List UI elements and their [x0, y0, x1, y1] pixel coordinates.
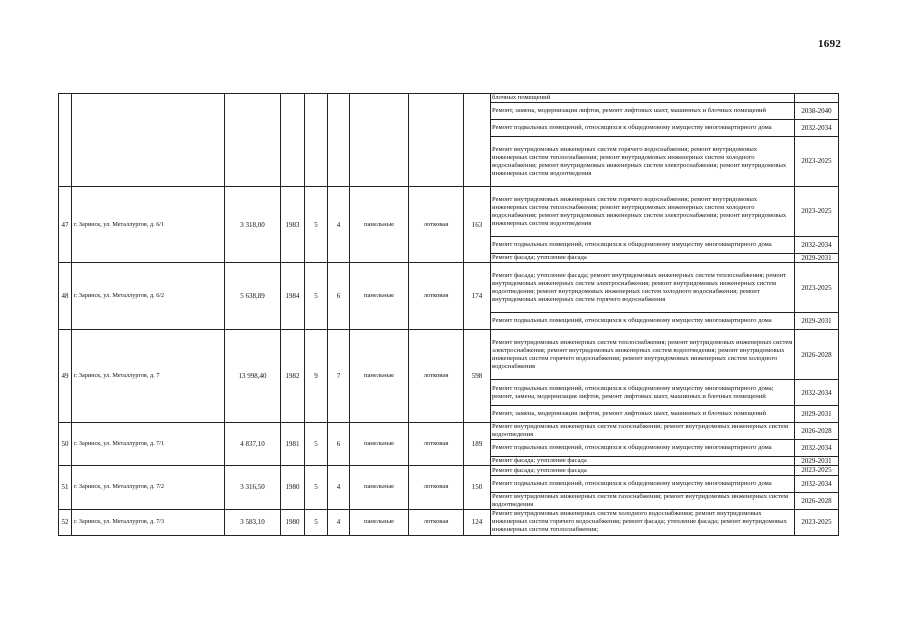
cell-walls: панельные — [350, 263, 409, 330]
cell-address: г. Заринск, ул. Металлургов, д. 7/2 — [72, 466, 225, 509]
cell-floors: 5 — [305, 423, 328, 466]
work-period: 2032-2034 — [795, 475, 839, 492]
cell-entrances: 4 — [328, 187, 350, 263]
cell-year: 1982 — [281, 330, 305, 423]
work-period: 2029-2031 — [795, 254, 839, 263]
work-description: Ремонт фасада; утепление фасада; ремонт внутридомовых инженерных систем теплоснабжения; ремонт внутридомовых инженерных систем электроснабжения; ремонт внутридомовых инженерных систем водоотведения; ремонт внутридомовых инженерных систем холодного водоснабжения; ремонт внутридомовых инженерных систем горячего водоснабжения — [491, 263, 795, 313]
work-period: 2023-2025 — [795, 263, 839, 313]
work-description: Ремонт внутридомовых инженерных систем газоснабжения; ремонт внутридомовых инженерных систем водоотведения — [491, 492, 795, 509]
work-description: Ремонт внутридомовых инженерных систем холодного водоснабжения; ремонт внутридомовых инженерных систем горячего водоснабжения; ремонт фасада; утепление фасада; ремонт внутридомовых инженерных систем теплоснабжения; — [491, 509, 795, 535]
work-period: 2026-2028 — [795, 330, 839, 380]
work-period: 2026-2028 — [795, 492, 839, 509]
table-row — [59, 330, 839, 380]
work-description: Ремонт внутридомовых инженерных систем газоснабжения; ремонт внутридомовых инженерных систем водоотведения — [491, 423, 795, 440]
table-row — [59, 509, 839, 535]
cell-roof: лотковая — [409, 263, 464, 330]
cell-roof: лотковая — [409, 466, 464, 509]
cell-area: 3 583,10 — [225, 509, 281, 535]
work-description: Ремонт фасада; утепление фасада — [491, 457, 795, 466]
cell-address: г. Заринск, ул. Металлургов, д. 7/3 — [72, 509, 225, 535]
cell-area: 3 316,50 — [225, 466, 281, 509]
work-period: 2032-2034 — [795, 380, 839, 406]
cell-no-empty — [59, 94, 72, 187]
cell-year: 1981 — [281, 423, 305, 466]
cell-no: 52 — [59, 509, 72, 535]
cell-entrances: 7 — [328, 330, 350, 423]
work-description: Ремонт подвальных помещений, относящихся к общедомовому имуществу многоквартирного дома — [491, 313, 795, 330]
cell-entrances: 4 — [328, 466, 350, 509]
page-number: 1692 — [818, 38, 842, 50]
work-period: 2029-2031 — [795, 313, 839, 330]
capital-repair-table — [58, 93, 839, 536]
work-description: Ремонт подвальных помещений, относящихся к общедомовому имуществу многоквартирного дома — [491, 475, 795, 492]
cell-walls: панельные — [350, 509, 409, 535]
cell-roof: лотковая — [409, 330, 464, 423]
work-period: 2032-2034 — [795, 237, 839, 254]
cell-floors: 5 — [305, 187, 328, 263]
cell-roof: лотковая — [409, 509, 464, 535]
cell-residents-empty — [464, 94, 491, 187]
work-period: 2023-2025 — [795, 509, 839, 535]
work-period: 2023-2025 — [795, 137, 839, 187]
work-description: Ремонт внутридомовых инженерных систем горячего водоснабжения; ремонт внутридомовых инженерных систем теплоснабжения; ремонт внутридомовых инженерных систем холодного водоснабжения; ремонт внутридомовых инженерных систем электроснабжения; ремонт внутридомовых инженерных систем водоотведения — [491, 187, 795, 237]
table-row — [59, 423, 839, 440]
cell-floors: 5 — [305, 466, 328, 509]
cell-roof-empty — [409, 94, 464, 187]
cell-floors: 5 — [305, 263, 328, 330]
cell-residents: 150 — [464, 466, 491, 509]
cell-entrances: 6 — [328, 423, 350, 466]
cell-walls: панельные — [350, 423, 409, 466]
cell-year: 1983 — [281, 187, 305, 263]
work-description: Ремонт подвальных помещений, относящихся к общедомовому имуществу многоквартирного дома — [491, 440, 795, 457]
cell-residents: 124 — [464, 509, 491, 535]
cell-no: 47 — [59, 187, 72, 263]
cell-floors: 5 — [305, 509, 328, 535]
cell-residents: 189 — [464, 423, 491, 466]
work-description: блочных помещений — [491, 94, 795, 103]
work-period: 2023-2025 — [795, 466, 839, 475]
work-description: Ремонт подвальных помещений, относящихся к общедомовому имуществу многоквартирного дома — [491, 237, 795, 254]
cell-address: г. Заринск, ул. Металлургов, д. 6/2 — [72, 263, 225, 330]
cell-no: 49 — [59, 330, 72, 423]
cell-year-empty — [281, 94, 305, 187]
table-row — [59, 263, 839, 313]
cell-no: 51 — [59, 466, 72, 509]
cell-floors-empty — [305, 94, 328, 187]
cell-area: 13 998,40 — [225, 330, 281, 423]
cell-entrances: 6 — [328, 263, 350, 330]
work-period: 2023-2025 — [795, 187, 839, 237]
work-description: Ремонт внутридомовых инженерных систем теплоснабжения; ремонт внутридомовых инженерных систем электроснабжения; ремонт внутридомовых инженерных систем водоотведения; ремонт внутридомовых инженерных систем горячего водоснабжения; ремонт внутридомовых инженерных систем холодного водоснабжения — [491, 330, 795, 380]
cell-roof: лотковая — [409, 187, 464, 263]
work-period: 2029-2031 — [795, 457, 839, 466]
cell-roof: лотковая — [409, 423, 464, 466]
work-period: 2038-2040 — [795, 103, 839, 120]
work-period: 2032-2034 — [795, 120, 839, 137]
cell-area: 5 638,89 — [225, 263, 281, 330]
cell-area: 4 837,10 — [225, 423, 281, 466]
table-row — [59, 187, 839, 237]
cell-year: 1980 — [281, 509, 305, 535]
cell-walls: панельные — [350, 466, 409, 509]
work-description: Ремонт подвальных помещений, относящихся к общедомовому имуществу многоквартирного дома; ремонт, замена, модернизация лифтов, ремонт лифтовых шахт, машинных и блочных помещений — [491, 380, 795, 406]
cell-year: 1980 — [281, 466, 305, 509]
work-description: Ремонт подвальных помещений, относящихся к общедомовому имуществу многоквартирного дома — [491, 120, 795, 137]
cell-address: г. Заринск, ул. Металлургов, д. 6/1 — [72, 187, 225, 263]
cell-walls: панельные — [350, 187, 409, 263]
cell-floors: 9 — [305, 330, 328, 423]
work-description: Ремонт фасада; утепление фасада — [491, 466, 795, 475]
cell-no: 50 — [59, 423, 72, 466]
work-description: Ремонт, замена, модернизация лифтов, ремонт лифтовых шахт, машинных и блочных помещений — [491, 406, 795, 423]
table-row — [59, 94, 839, 103]
cell-residents: 163 — [464, 187, 491, 263]
work-period: 2029-2031 — [795, 406, 839, 423]
cell-entrances-empty — [328, 94, 350, 187]
table-row — [59, 466, 839, 475]
cell-residents: 598 — [464, 330, 491, 423]
work-description: Ремонт фасада; утепление фасада — [491, 254, 795, 263]
cell-walls: панельные — [350, 330, 409, 423]
cell-walls-empty — [350, 94, 409, 187]
cell-entrances: 4 — [328, 509, 350, 535]
work-description: Ремонт, замена, модернизация лифтов, ремонт лифтовых шахт, машинных и блочных помещений — [491, 103, 795, 120]
cell-no: 48 — [59, 263, 72, 330]
cell-year: 1984 — [281, 263, 305, 330]
cell-area-empty — [225, 94, 281, 187]
cell-residents: 174 — [464, 263, 491, 330]
cell-address-empty — [72, 94, 225, 187]
work-period — [795, 94, 839, 103]
cell-address: г. Заринск, ул. Металлургов, д. 7/1 — [72, 423, 225, 466]
work-period: 2026-2028 — [795, 423, 839, 440]
work-description: Ремонт внутридомовых инженерных систем горячего водоснабжения; ремонт внутридомовых инженерных систем теплоснабжения; ремонт внутридомовых инженерных систем холодного водоснабжения; ремонт внутридомовых инженерных систем электроснабжения; ремонт внутридомовых инженерных систем водоотведения — [491, 137, 795, 187]
cell-address: г. Заринск, ул. Металлургов, д. 7 — [72, 330, 225, 423]
work-period: 2032-2034 — [795, 440, 839, 457]
cell-area: 3 318,00 — [225, 187, 281, 263]
